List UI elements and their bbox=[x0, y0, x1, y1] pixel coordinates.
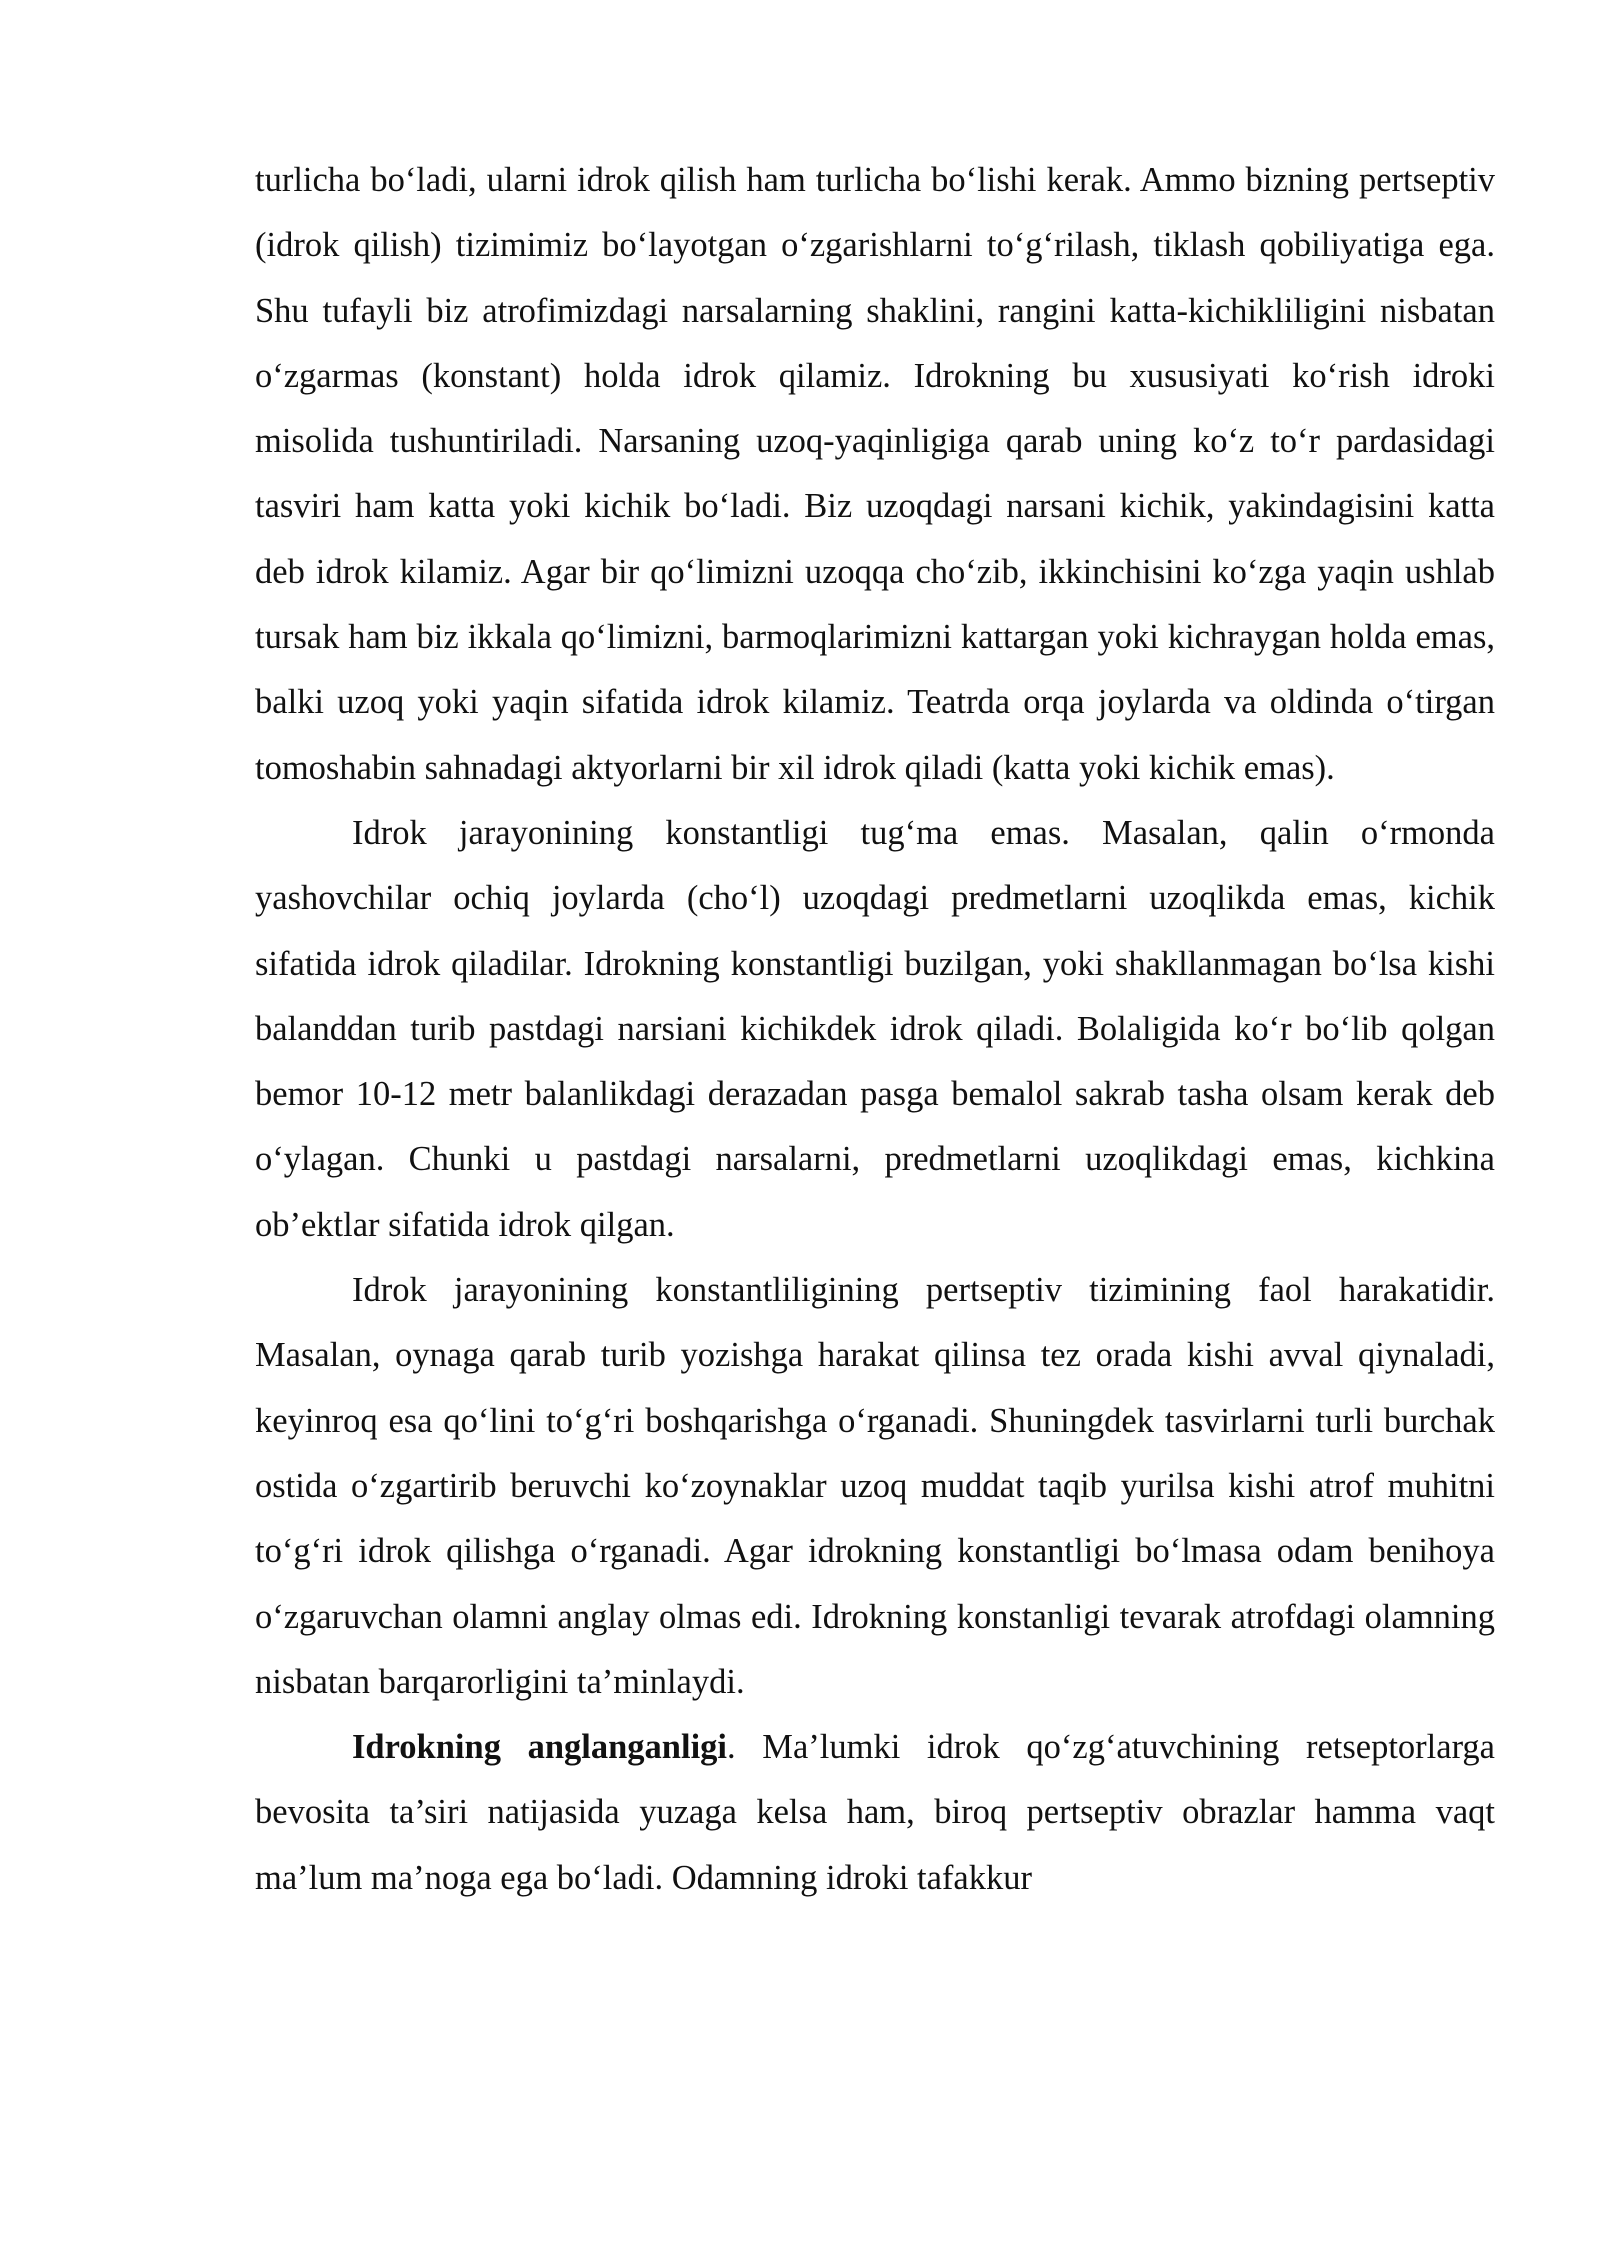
section-heading: Idrokning anglanganligi bbox=[352, 1728, 728, 1767]
paragraph-2-text: Idrok jarayonining konstantligi tug‘ma emas. Masalan, qalin o‘rmonda yashovchilar ochiq joylarda (cho‘l) uzoqdagi predmetlarni uzoqlikda emas, kichik sifatida idrok qiladilar. Idrokning konstantligi buzilgan, yoki shakllanmagan bo‘lsa kishi balanddan turib pastdagi narsiani kichikdek idrok qiladi. Bolaligida ko‘r bo‘lib qolgan bemor 10-12 metr balanlikdagi derazadan pasga bemalol sakrab tasha olsam kerak deb o‘ylagan. Chunki u pastdagi narsalarni, predmetlarni uzoqlikdagi emas, kichkina ob’ektlar sifatida idrok qilgan. bbox=[255, 813, 1495, 1244]
paragraph-3-text: Idrok jarayonining konstantliligining pertseptiv tizimining faol harakatidir. Masalan, oynaga qarab turib yozishga harakat qilinsa tez orada kishi avval qiynaladi, keyinroq esa qo‘lini to‘g‘ri boshqarishga o‘rganadi. Shuningdek tasvirlarni turli burchak ostida o‘zgartirib beruvchi ko‘zoynaklar uzoq muddat taqib yurilsa kishi atrof muhitni to‘g‘ri idrok qilishga o‘rganadi. Agar idrokning konstantligi bo‘lmasa odam benihoya o‘zgaruvchan olamni anglay olmas edi. Idrokning konstanligi tevarak atrofdagi olamning nisbatan barqarorligini ta’minlaydi. bbox=[255, 1271, 1495, 1701]
paragraph-4 bbox=[255, 1715, 1495, 1911]
paragraph-4-text: . Ma’lumki idrok qo‘zg‘atuvchining retseptorlarga bevosita ta’siri natijasida yuzaga kelsa ham, biroq pertseptiv obrazlar hamma vaqt ma’lum ma’noga ega bo‘ladi. Odamning idroki tafakkur bbox=[255, 1728, 1495, 1897]
paragraph-1-text: turlicha bo‘ladi, ularni idrok qilish ham turlicha bo‘lishi kerak. Ammo bizning pertseptiv (idrok qilish) tizimimiz bo‘layotgan o‘zgarishlarni to‘g‘rilash, tiklash qobiliyatiga ega. Shu tufayli biz atrofimizdagi narsalarning shaklini, rangini katta-kichikliligini nisbatan o‘zgarmas (konstant) holda idrok qilamiz. Idrokning bu xususiyati ko‘rish idroki misolida tushuntiriladi. Narsaning uzoq-yaqinligiga qarab uning ko‘z to‘r pardasidagi tasviri ham katta yoki kichik bo‘ladi. Biz uzoqdagi narsani kichik, yakindagisini katta deb idrok kilamiz. Agar bir qo‘limizni uzoqqa cho‘zib, ikkinchisini ko‘zga yaqin ushlab tursak ham biz ikkala qo‘limizni, barmoqlarimizni kattargan yoki kichraygan holda emas, balki uzoq yoki yaqin sifatida idrok kilamiz. Teatrda orqa joylarda va oldinda o‘tirgan tomoshabin sahnadagi aktyorlarni bir xil idrok qiladi (katta yoki kichik emas). bbox=[255, 161, 1495, 787]
paragraph-3 bbox=[255, 1258, 1495, 1715]
paragraph-1 bbox=[255, 148, 1495, 801]
document-body bbox=[255, 148, 1495, 1911]
paragraph-2 bbox=[255, 801, 1495, 1258]
